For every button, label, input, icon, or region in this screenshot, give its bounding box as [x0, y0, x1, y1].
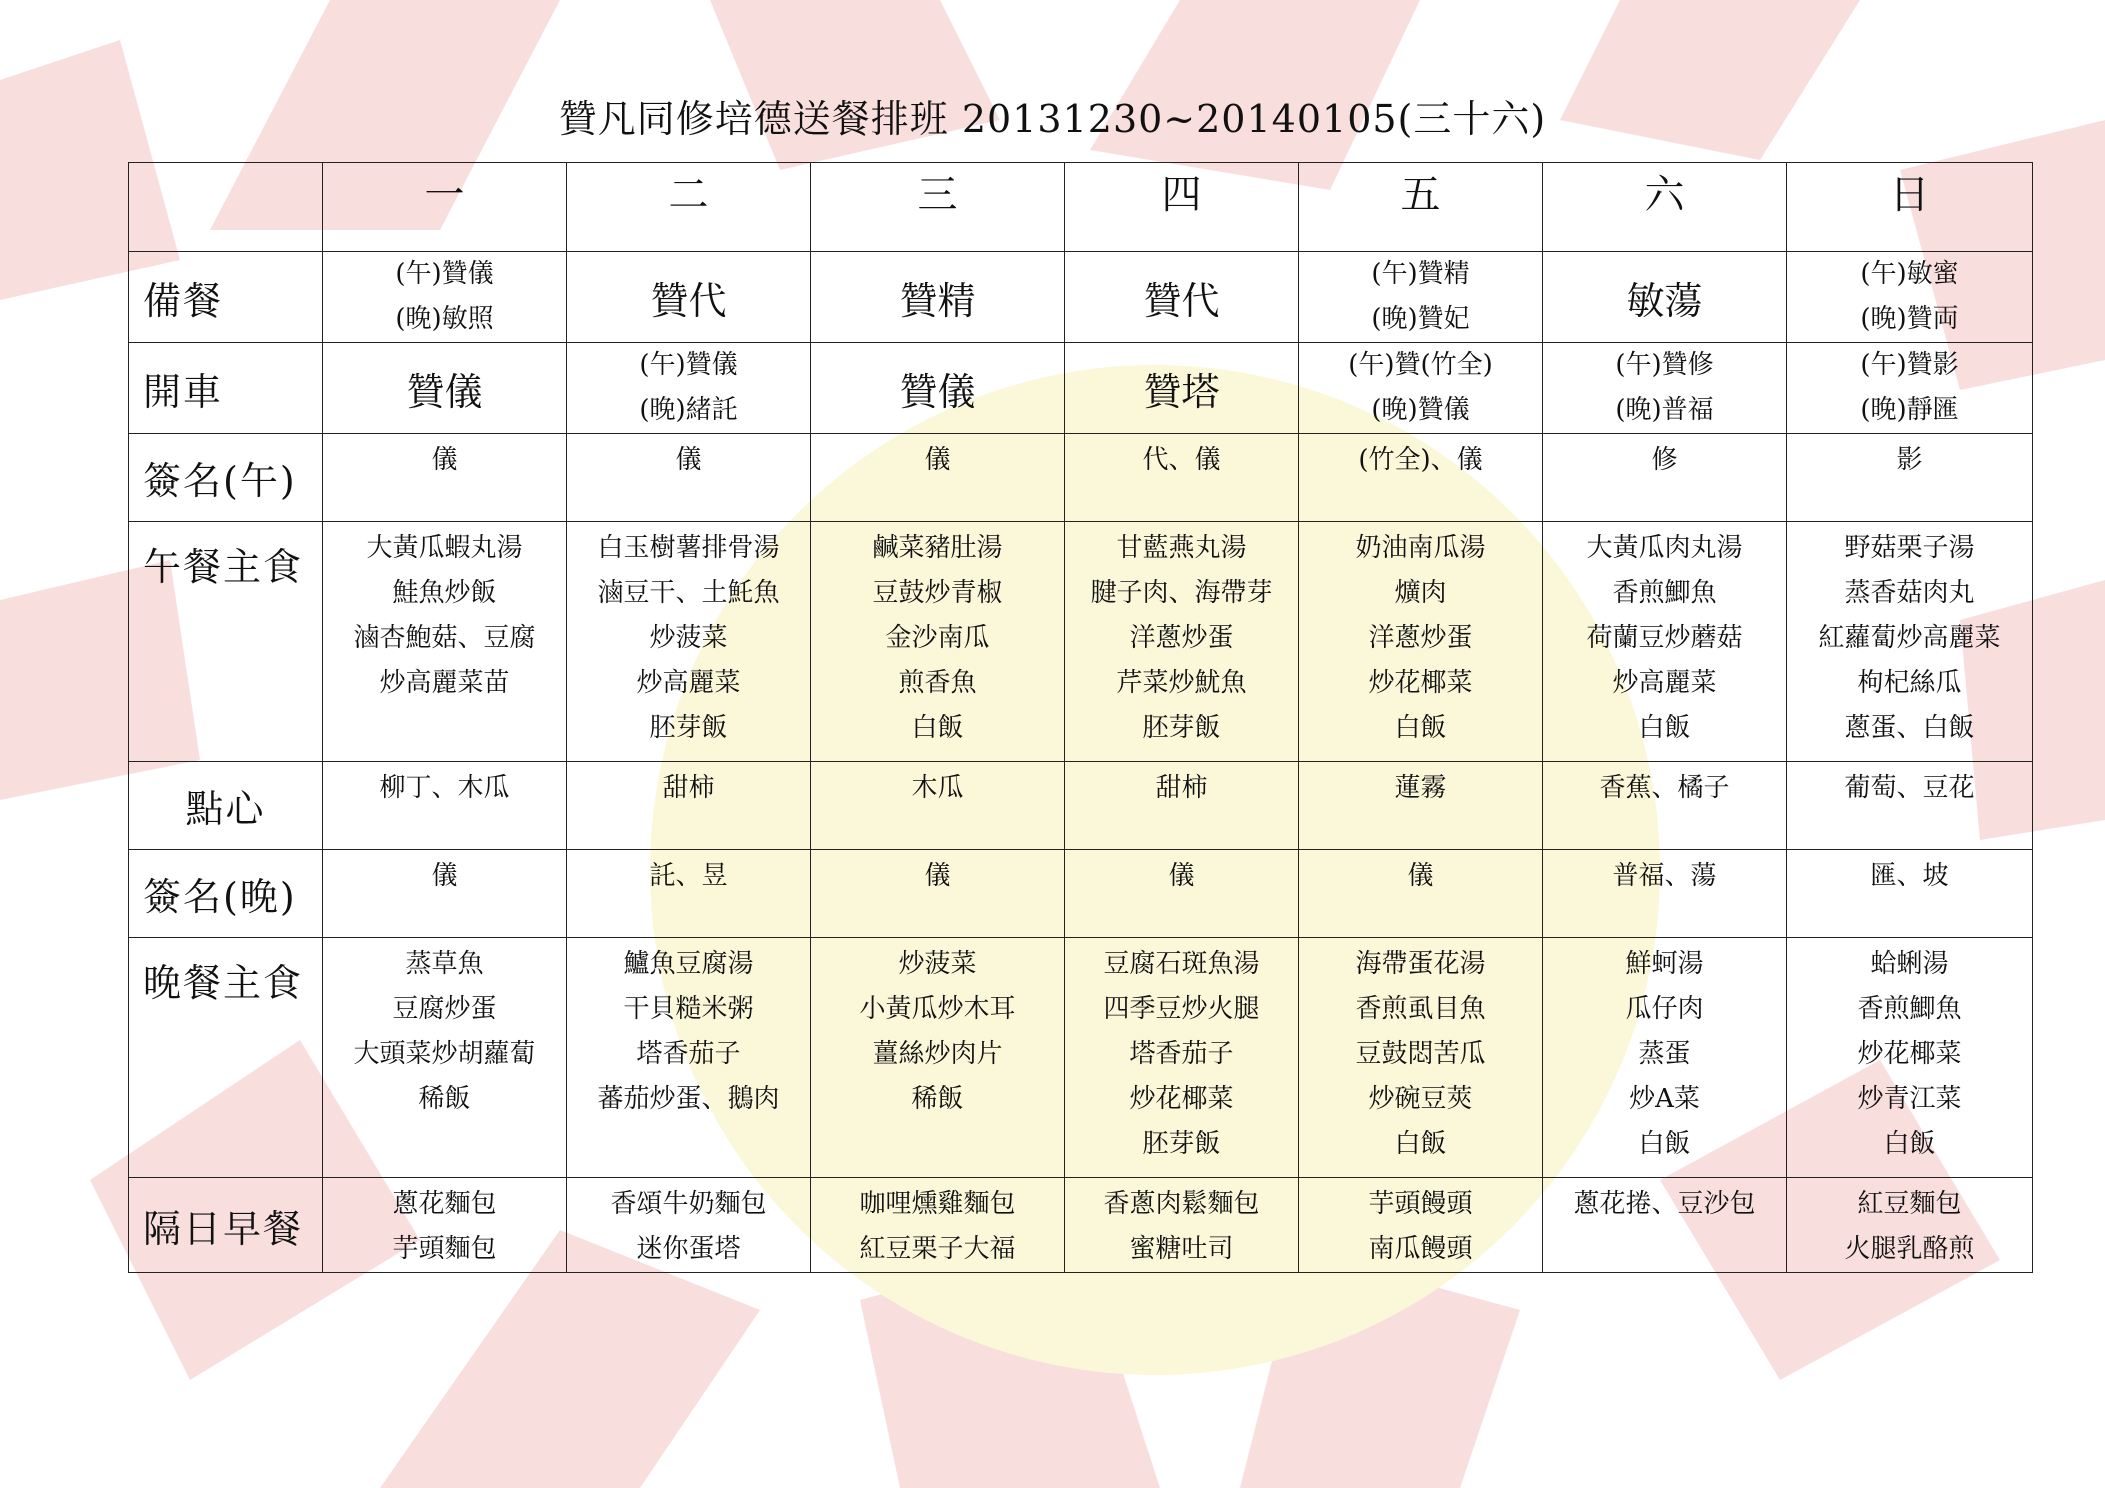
schedule-cell [1065, 1178, 1299, 1273]
schedule-cell [811, 1178, 1065, 1273]
cell-line: 滷豆干、土魠魚 [597, 578, 780, 608]
cell-line: 滷杏鮑菇、豆腐 [353, 623, 536, 653]
cell-line: 紅豆栗子大福 [859, 1234, 1016, 1264]
cell-line: 海帶蛋花湯 [1355, 949, 1486, 979]
cell-line: 荷蘭豆炒蘑菇 [1586, 623, 1743, 653]
cell-line: 匯、坡 [1870, 861, 1949, 891]
cell-line: 蔥花捲、豆沙包 [1573, 1189, 1756, 1219]
cell-line: 白飯 [1394, 713, 1447, 743]
cell-line: 白飯 [1638, 1129, 1691, 1159]
cell-line: 炒菠菜 [649, 623, 728, 653]
cell-line: 炒花椰菜 [1368, 668, 1473, 698]
schedule-cell [1299, 252, 1543, 343]
schedule-cell [567, 1178, 811, 1273]
cell-line: 炒高麗菜苗 [379, 668, 510, 698]
cell-line: 炒菠菜 [898, 949, 977, 979]
cell-line: 蔥蛋、白飯 [1844, 713, 1975, 743]
cell-line: 奶油南瓜湯 [1355, 533, 1486, 563]
schedule-cell [1543, 850, 1787, 938]
cell-line: 胚芽飯 [1142, 713, 1221, 743]
schedule-cell [1065, 850, 1299, 938]
day-header: 五 [1299, 163, 1543, 252]
cell-line: 炒高麗菜 [1612, 668, 1717, 698]
schedule-cell [1787, 762, 2033, 850]
cell-line: 四季豆炒火腿 [1103, 994, 1260, 1024]
row-snack [129, 762, 2033, 850]
schedule-cell [811, 252, 1065, 343]
cell-line: 炒A菜 [1629, 1084, 1700, 1114]
schedule-cell [1543, 522, 1787, 762]
cell-line: 枸杞絲瓜 [1857, 668, 1962, 698]
schedule-cell [811, 522, 1065, 762]
cell-line: 影 [1896, 445, 1923, 475]
cell-line: 贊儀 [899, 369, 976, 414]
cell-line: 大黃瓜蝦丸湯 [366, 533, 523, 563]
cell-line: 香煎鯽魚 [1612, 578, 1717, 608]
schedule-cell [323, 762, 567, 850]
day-header: 六 [1543, 163, 1787, 252]
row-sign-night [129, 850, 2033, 938]
cell-line: 柳丁、木瓜 [379, 773, 510, 803]
schedule-cell [811, 850, 1065, 938]
cell-line: 甜柿 [1155, 773, 1208, 803]
cell-line: 儀 [1168, 861, 1195, 891]
cell-line: 炒花椰菜 [1129, 1084, 1234, 1114]
cell-line: 香頌牛奶麵包 [610, 1189, 767, 1219]
schedule-cell [323, 522, 567, 762]
cell-line: 芋頭饅頭 [1368, 1189, 1473, 1219]
cell-line: 儀 [924, 861, 951, 891]
cell-line: 贊代 [650, 278, 727, 323]
cell-line: 香煎鯽魚 [1857, 994, 1962, 1024]
cell-line: 野菇栗子湯 [1844, 533, 1975, 563]
cell-line: 腱子肉、海帶芽 [1090, 578, 1273, 608]
cell-line: 胚芽飯 [649, 713, 728, 743]
cell-line: 儀 [431, 861, 458, 891]
cell-line: 豆腐石斑魚湯 [1103, 949, 1260, 979]
row-label: 午餐主食 [129, 522, 323, 762]
cell-line: 洋蔥炒蛋 [1129, 623, 1234, 653]
cell-line: 干貝糙米粥 [623, 994, 754, 1024]
cell-line: 儀 [431, 445, 458, 475]
cell-line: 炒花椰菜 [1857, 1039, 1962, 1069]
cell-line: 甜柿 [662, 773, 715, 803]
cell-line: 鹹菜豬肚湯 [872, 533, 1003, 563]
cell-line: 迷你蛋塔 [636, 1234, 741, 1264]
row-label: 簽名(午) [129, 434, 323, 522]
cell-line: (午)贊儀 [639, 350, 738, 380]
cell-line: (午)贊影 [1860, 350, 1959, 380]
cell-line: 洋蔥炒蛋 [1368, 623, 1473, 653]
schedule-cell [1543, 1178, 1787, 1273]
cell-line: (午)敏蜜 [1860, 259, 1959, 289]
schedule-cell [567, 522, 811, 762]
cell-line: 香蕉、橘子 [1599, 773, 1730, 803]
schedule-cell [1299, 1178, 1543, 1273]
cell-line: 蕃茄炒蛋、鵝肉 [597, 1084, 780, 1114]
schedule-cell [1299, 434, 1543, 522]
schedule-cell [1065, 252, 1299, 343]
day-header-row [129, 163, 2033, 252]
cell-line: 紅蘿蔔炒高麗菜 [1818, 623, 2001, 653]
cell-line: (午)贊(竹全) [1348, 350, 1493, 380]
schedule-cell [1787, 434, 2033, 522]
schedule-cell [567, 343, 811, 434]
cell-line: 金沙南瓜 [885, 623, 990, 653]
cell-line: 普福、蕩 [1612, 861, 1717, 891]
cell-line: (晚)贊両 [1860, 304, 1959, 334]
cell-line: 豆鼓炒青椒 [872, 578, 1003, 608]
cell-line: 火腿乳酪煎 [1844, 1234, 1975, 1264]
cell-line: (午)贊修 [1615, 350, 1714, 380]
cell-line: (晚)贊妃 [1371, 304, 1470, 334]
cell-line: 胚芽飯 [1142, 1129, 1221, 1159]
day-header: 二 [567, 163, 811, 252]
cell-line: 爌肉 [1394, 578, 1447, 608]
day-header: 日 [1787, 163, 2033, 252]
schedule-table [128, 162, 2033, 1273]
schedule-cell [811, 762, 1065, 850]
cell-line: 葡萄、豆花 [1844, 773, 1975, 803]
cell-line: 芹菜炒魷魚 [1116, 668, 1247, 698]
cell-line: 豆腐炒蛋 [392, 994, 497, 1024]
schedule-cell [567, 434, 811, 522]
row-sign-noon [129, 434, 2033, 522]
schedule-cell [1299, 522, 1543, 762]
schedule-cell [1787, 938, 2033, 1178]
cell-line: 紅豆麵包 [1857, 1189, 1962, 1219]
schedule-cell [1299, 762, 1543, 850]
cell-line: 儀 [924, 445, 951, 475]
schedule-cell [1065, 343, 1299, 434]
cell-line: 煎香魚 [898, 668, 977, 698]
schedule-cell [1787, 522, 2033, 762]
schedule-cell [1299, 343, 1543, 434]
row-label: 簽名(晚) [129, 850, 323, 938]
cell-line: 蔥花麵包 [392, 1189, 497, 1219]
cell-line: 薑絲炒肉片 [872, 1039, 1003, 1069]
cell-line: 蛤蜊湯 [1870, 949, 1949, 979]
day-header: 一 [323, 163, 567, 252]
cell-line: 塔香茄子 [1129, 1039, 1234, 1069]
schedule-cell [1787, 252, 2033, 343]
cell-line: (午)贊精 [1371, 259, 1470, 289]
cell-line: 白飯 [911, 713, 964, 743]
row-label: 點心 [129, 762, 323, 850]
cell-line: 鮭魚炒飯 [392, 578, 497, 608]
cell-line: 木瓜 [911, 773, 964, 803]
schedule-cell [1299, 938, 1543, 1178]
day-header: 三 [811, 163, 1065, 252]
schedule-cell [811, 434, 1065, 522]
page-title: 贊凡同修培德送餐排班 20131230~20140105(三十六) [558, 97, 1547, 141]
cell-line: 塔香茄子 [636, 1039, 741, 1069]
cell-line: 白飯 [1638, 713, 1691, 743]
row-label: 晚餐主食 [129, 938, 323, 1178]
schedule-cell [1543, 343, 1787, 434]
schedule-cell [1543, 252, 1787, 343]
schedule-cell [1065, 522, 1299, 762]
cell-line: 代、儀 [1142, 445, 1221, 475]
schedule-cell [811, 938, 1065, 1178]
cell-line: 蒸香菇肉丸 [1844, 578, 1975, 608]
cell-line: 白飯 [1883, 1129, 1936, 1159]
cell-line: 鱸魚豆腐湯 [623, 949, 754, 979]
cell-line: 贊儀 [406, 369, 483, 414]
cell-line: 蒸蛋 [1638, 1039, 1691, 1069]
cell-line: 修 [1651, 445, 1678, 475]
cell-line: 贊代 [1143, 278, 1220, 323]
day-header: 四 [1065, 163, 1299, 252]
row-label: 隔日早餐 [129, 1178, 323, 1273]
cell-line: 炒碗豆莢 [1368, 1084, 1473, 1114]
schedule-cell [567, 938, 811, 1178]
cell-line: 香煎虱目魚 [1355, 994, 1486, 1024]
schedule-cell [1065, 434, 1299, 522]
schedule-cell [567, 850, 811, 938]
cell-line: 瓜仔肉 [1625, 994, 1704, 1024]
cell-line: 芋頭麵包 [392, 1234, 497, 1264]
schedule-cell [323, 252, 567, 343]
cell-line: 蜜糖吐司 [1129, 1234, 1234, 1264]
cell-line: 南瓜饅頭 [1368, 1234, 1473, 1264]
schedule-cell [567, 252, 811, 343]
row-drive [129, 343, 2033, 434]
row-label: 備餐 [129, 252, 323, 343]
cell-line: 甘藍燕丸湯 [1116, 533, 1247, 563]
cell-line: 贊精 [899, 278, 976, 323]
cell-line: 白玉樹薯排骨湯 [597, 533, 780, 563]
cell-line: 蓮霧 [1394, 773, 1447, 803]
corner-cell [129, 163, 323, 252]
cell-line: (晚)靜匯 [1860, 395, 1959, 425]
schedule-cell [1543, 938, 1787, 1178]
schedule-cell [323, 850, 567, 938]
cell-line: (晚)敏照 [395, 304, 494, 334]
schedule-cell [1543, 434, 1787, 522]
row-label: 開車 [129, 343, 323, 434]
cell-line: 蒸草魚 [405, 949, 484, 979]
schedule-cell [1065, 762, 1299, 850]
cell-line: 稀飯 [418, 1084, 471, 1114]
schedule-cell [1787, 1178, 2033, 1273]
cell-line: (晚)普福 [1615, 395, 1714, 425]
cell-line: 儀 [675, 445, 702, 475]
cell-line: 白飯 [1394, 1129, 1447, 1159]
row-breakfast [129, 1178, 2033, 1273]
schedule-cell [323, 434, 567, 522]
cell-line: 香蔥肉鬆麵包 [1103, 1189, 1260, 1219]
cell-line: (晚)贊儀 [1371, 395, 1470, 425]
cell-line: (竹全)、儀 [1358, 445, 1483, 475]
cell-line: (午)贊儀 [395, 259, 494, 289]
schedule-cell [567, 762, 811, 850]
cell-line: 豆鼓悶苦瓜 [1355, 1039, 1486, 1069]
cell-line: 稀飯 [911, 1084, 964, 1114]
cell-line: 小黃瓜炒木耳 [859, 994, 1016, 1024]
row-lunch [129, 522, 2033, 762]
cell-line: (晚)緒託 [639, 395, 738, 425]
schedule-cell [811, 343, 1065, 434]
row-prep [129, 252, 2033, 343]
cell-line: 炒高麗菜 [636, 668, 741, 698]
cell-line: 咖哩燻雞麵包 [859, 1189, 1016, 1219]
cell-line: 儀 [1407, 861, 1434, 891]
schedule-cell [1543, 762, 1787, 850]
schedule-cell [1065, 938, 1299, 1178]
cell-line: 敏蕩 [1626, 278, 1703, 323]
schedule-cell [1787, 343, 2033, 434]
schedule-cell [323, 343, 567, 434]
schedule-cell [323, 1178, 567, 1273]
cell-line: 炒青江菜 [1857, 1084, 1962, 1114]
schedule-cell [323, 938, 567, 1178]
cell-line: 大頭菜炒胡蘿蔔 [353, 1039, 536, 1069]
cell-line: 鮮蚵湯 [1625, 949, 1704, 979]
schedule-cell [1299, 850, 1543, 938]
schedule-cell [1787, 850, 2033, 938]
cell-line: 大黃瓜肉丸湯 [1586, 533, 1743, 563]
row-dinner [129, 938, 2033, 1178]
cell-line: 贊塔 [1143, 369, 1220, 414]
cell-line: 託、昱 [649, 861, 728, 891]
